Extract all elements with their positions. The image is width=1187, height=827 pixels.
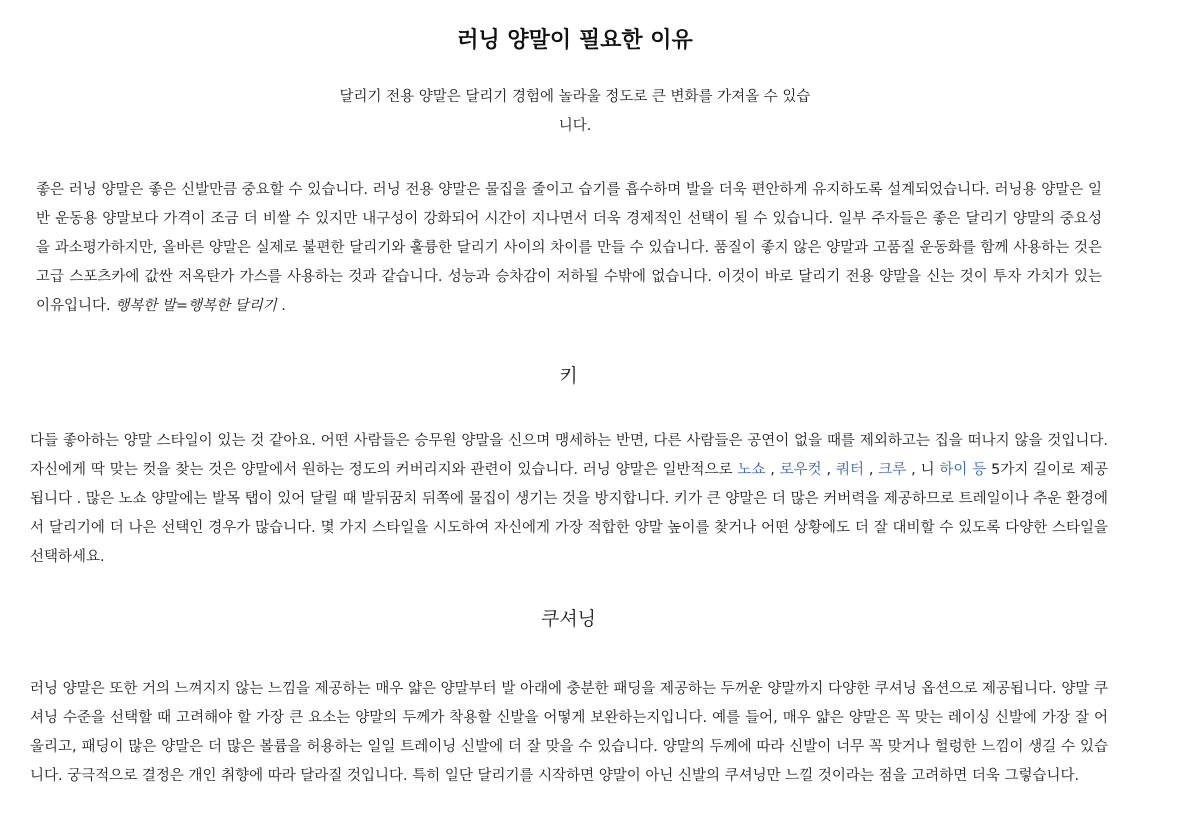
link-quarter[interactable]: 쿼터 [835,462,864,478]
link-low-cut[interactable]: 로우컷 [779,462,822,478]
intro-text: 좋은 러닝 양말은 좋은 신발만큼 중요할 수 있습니다. 러닝 전용 양말은 물집을 줄이고 습기를 흡수하며 발을 더욱 편안하게 유지하도록 설계되었습니다. 러닝용 양말은 일반 운동용 양말보다 가격이 조금 더 비쌀 수 있지만 내구성이 강화되어 시간이 지나면서 더욱 경제적인 선택이 될 수 있습니다. 일부 주자들은 좋은 달리기 양말의 중요성을 과소평가하지만, 올바른 양말은 실제로 불편한 달리기와 훌륭한 달리기 사이의 차이를 만들 수 있습니다. 품질이 좋지 않은 양말과 고품질 운동화를 함께 사용하는 것은 고급 스포츠카에 값싼 저옥탄가 가스를 사용하는 것과 같습니다. 성능과 승차감이 저하될 수밖에 없습니다. 이것이 바로 달리기 전용 양말을 신는 것이 투자 가치가 있는 이유입니다. [36,182,1102,314]
height-sep-4: , 니 [906,462,940,478]
page-title: 러닝 양말이 필요한 이유 [457,28,693,53]
link-high[interactable]: 하이 등 [939,462,987,478]
section-heading-cushioning: 쿠셔닝 [540,608,597,630]
link-no-show[interactable]: 노쇼 [737,462,766,478]
height-sep-3: , [864,462,879,478]
height-text-start: 다들 좋아하는 양말 스타일이 있는 것 같아요. 어떤 사람들은 승무원 양말을 신으며 맹세하는 반면, 다른 사람들은 공연이 없을 때를 제외하고는 집을 떠나지 않을 것입니다. 자신에게 딱 맞는 컷을 찾는 것은 양말에서 원하는 정도의 커버리지와 관련이 있습니다. 러닝 양말은 일반적으로 [30,433,1108,478]
section-heading-height: 키 [559,365,578,387]
height-sep-1: , [765,462,780,478]
cushioning-paragraph: 러닝 양말은 또한 거의 느껴지지 않는 느낌을 제공하는 매우 얇은 양말부터 발 아래에 충분한 패딩을 제공하는 두꺼운 양말까지 다양한 쿠셔닝 옵션으로 제공됩니다. 양말 쿠셔닝 수준을 선택할 때 고려해야 할 가장 큰 요소는 양말의 두께가 착용할 신발을 어떻게 보완하는지입니다. 예를 들어, 매우 얇은 양말은 꼭 맞는 레이싱 신발에 가장 잘 어울리고, 패딩이 많은 양말은 더 많은 볼륨을 허용하는 일일 트레이닝 신발에 더 잘 맞을 수 있습니다. 양말의 두께에 따라 신발이 너무 꼭 맞거나 헐렁한 느낌이 생길 수 있습니다. 궁극적으로 결정은 개인 취향에 따라 달라질 것입니다. 특히 일단 달리기를 시작하면 양말이 아닌 신발의 쿠셔닝만 느낄 것이라는 점을 고려하면 더욱 그렇습니다. [30,681,1108,784]
height-paragraph [30,427,1108,572]
height-text-end: 5가지 길이로 제공됩니다 . 많은 노쇼 양말에는 발목 탭이 있어 달릴 때 발뒤꿈치 뒤쪽에 물집이 생기는 것을 방지합니다. 키가 큰 양말은 더 많은 커버력을 제공하므로 트레일이나 추운 환경에서 달리기에 더 나은 선택인 경우가 많습니다. 몇 가지 스타일을 시도하여 자신에게 가장 적합한 양말 높이를 찾거나 어떤 상황에도 더 잘 대비할 수 있도록 다양한 스타일을 선택하세요. [30,462,1109,565]
link-crew[interactable]: 크루 [878,462,907,478]
height-sep-2: , [821,462,836,478]
intro-paragraph [36,176,1102,321]
intro-end: . [276,298,286,314]
page-subtitle: 달리기 전용 양말은 달리기 경험에 놀라울 정도로 큰 변화를 가져올 수 있습니다. [339,89,811,134]
intro-emphasis: 행복한 발=행복한 달리기 [115,298,277,314]
